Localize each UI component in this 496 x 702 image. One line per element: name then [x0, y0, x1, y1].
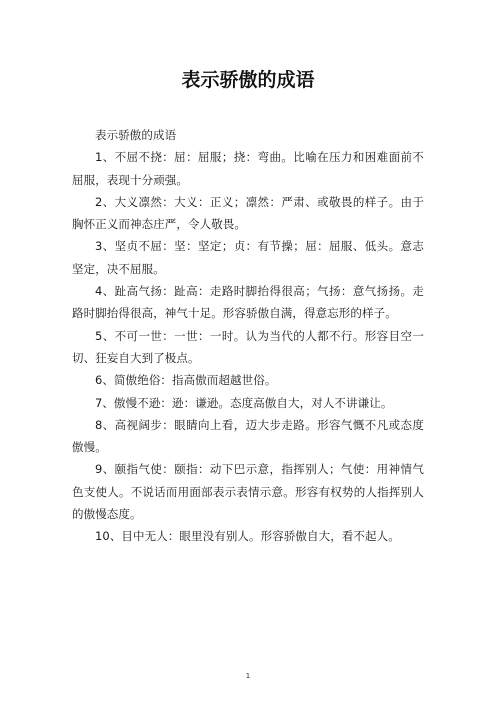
idiom-item-3: 3、坚贞不屈：坚：坚定；贞：有节操；屈：屈服、低头。意志坚定，决不屈服。 [72, 239, 424, 276]
document-title: 表示骄傲的成语 [181, 69, 315, 91]
idiom-item-10: 10、目中无人：眼里没有别人。形容骄傲自大，看不起人。 [95, 529, 400, 544]
idiom-item-5: 5、不可一世：一世：一时。认为当代的人都不行。形容目空一切、狂妄自大到了极点。 [72, 328, 424, 365]
page-number: 1 [245, 672, 251, 680]
idiom-item-8: 8、高视阔步：眼睛向上看，迈大步走路。形容气慨不凡或态度傲慢。 [72, 417, 424, 455]
idiom-item-1: 1、不屈不挠：屈：屈服；挠：弯曲。比喻在压力和困难面前不屈服，表现十分顽强。 [72, 150, 424, 187]
document-body [72, 124, 424, 548]
idiom-item-9: 9、颐指气使：颐指：动下巴示意，指挥别人；气使：用神情气色支使人。不说话而用面部表示表情示意。形容有权势的人指挥别人的傲慢态度。 [72, 462, 424, 522]
idiom-item-2: 2、大义凛然：大义：正义；凛然：严肃、或敬畏的样子。由于胸怀正义而神态庄严，令人敬畏。 [72, 194, 424, 232]
idiom-item-6: 6、简傲绝俗：指高傲而超越世俗。 [95, 373, 277, 388]
idiom-item-4: 4、趾高气扬：趾高：走路时脚抬得很高；气扬：意气扬扬。走路时脚抬得很高，神气十足。形容骄傲自满，得意忘形的样子。 [72, 284, 424, 321]
intro-paragraph: 表示骄傲的成语 [95, 128, 177, 142]
idiom-item-7: 7、傲慢不逊：逊：谦逊。态度高傲自大，对人不讲谦让。 [95, 395, 393, 410]
